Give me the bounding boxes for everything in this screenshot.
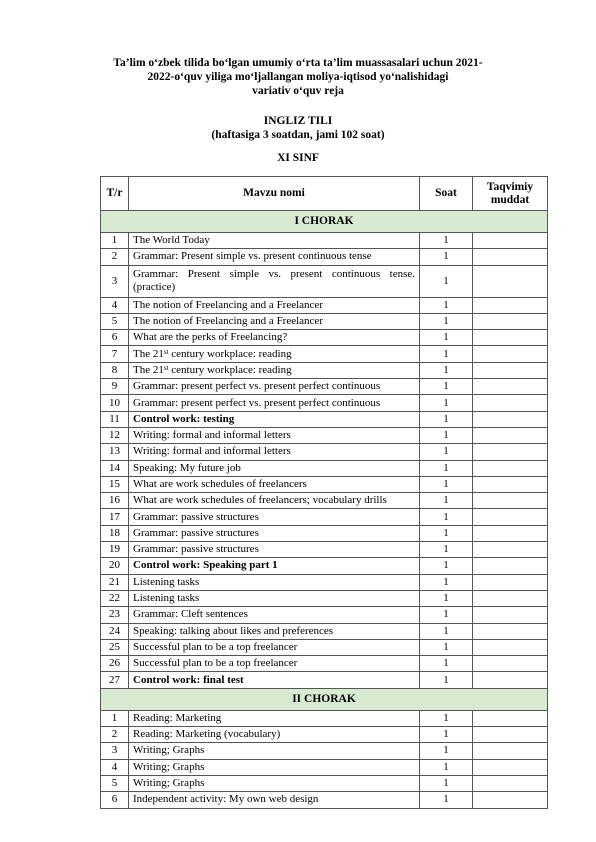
row-hours: 1 bbox=[420, 379, 473, 395]
row-date-cell bbox=[473, 656, 548, 672]
row-topic: Writing: formal and informal letters bbox=[129, 427, 420, 443]
row-topic bbox=[129, 346, 420, 362]
row-number: 1 bbox=[101, 710, 129, 726]
row-date-cell bbox=[473, 792, 548, 808]
row-topic: Reading: Marketing bbox=[129, 710, 420, 726]
row-number: 12 bbox=[101, 427, 129, 443]
row-number: 18 bbox=[101, 525, 129, 541]
topic-text: The 21 bbox=[133, 363, 164, 376]
row-date-cell bbox=[473, 743, 548, 759]
row-date-cell bbox=[473, 346, 548, 362]
row-topic: Reading: Marketing (vocabulary) bbox=[129, 727, 420, 743]
row-hours: 1 bbox=[420, 233, 473, 249]
row-number: 13 bbox=[101, 444, 129, 460]
row-date-cell bbox=[473, 249, 548, 265]
topic-text-rest: century workplace: reading bbox=[168, 347, 292, 360]
row-number: 22 bbox=[101, 590, 129, 606]
row-topic: Grammar: present perfect vs. present perfect continuous bbox=[129, 395, 420, 411]
row-hours: 1 bbox=[420, 775, 473, 791]
row-topic: Successful plan to be a top freelancer bbox=[129, 656, 420, 672]
document-title bbox=[0, 56, 596, 98]
table-row bbox=[101, 710, 548, 726]
grade-title: XI SINF bbox=[277, 152, 319, 164]
column-header-number: T/r bbox=[101, 177, 129, 211]
row-date-cell bbox=[473, 759, 548, 775]
row-number: 10 bbox=[101, 395, 129, 411]
row-hours: 1 bbox=[420, 727, 473, 743]
row-hours: 1 bbox=[420, 460, 473, 476]
row-topic: Independent activity: My own web design bbox=[129, 792, 420, 808]
row-date-cell bbox=[473, 362, 548, 378]
row-number: 15 bbox=[101, 476, 129, 492]
row-hours: 1 bbox=[420, 297, 473, 313]
row-date-cell bbox=[473, 233, 548, 249]
row-hours: 1 bbox=[420, 558, 473, 574]
row-hours: 1 bbox=[420, 639, 473, 655]
row-hours: 1 bbox=[420, 710, 473, 726]
row-date-cell bbox=[473, 775, 548, 791]
topic-superscript: st bbox=[163, 363, 169, 372]
row-date-cell bbox=[473, 411, 548, 427]
row-topic: Grammar: Present simple vs. present continuous tense bbox=[129, 249, 420, 265]
table-row bbox=[101, 313, 548, 329]
row-hours: 1 bbox=[420, 444, 473, 460]
row-date-cell bbox=[473, 710, 548, 726]
row-number: 6 bbox=[101, 792, 129, 808]
row-date-cell bbox=[473, 623, 548, 639]
row-date-cell bbox=[473, 460, 548, 476]
topic-superscript: st bbox=[163, 347, 169, 356]
section-row bbox=[101, 211, 548, 233]
row-topic: Writing; Graphs bbox=[129, 743, 420, 759]
table-body bbox=[101, 211, 548, 809]
row-number: 26 bbox=[101, 656, 129, 672]
row-topic: Grammar: present perfect vs. present perfect continuous bbox=[129, 379, 420, 395]
table-row bbox=[101, 379, 548, 395]
row-topic: Grammar: Present simple vs. present continuous tense. (practice) bbox=[129, 265, 420, 297]
row-topic: Listening tasks bbox=[129, 590, 420, 606]
table-row bbox=[101, 460, 548, 476]
table-row bbox=[101, 411, 548, 427]
row-hours: 1 bbox=[420, 542, 473, 558]
row-hours: 1 bbox=[420, 656, 473, 672]
row-date-cell bbox=[473, 672, 548, 688]
column-header-topic: Mavzu nomi bbox=[129, 177, 420, 211]
title-line-1: Ta’lim o‘zbek tilida bo‘lgan umumiy o‘rta ta’lim muassasalari uchun 2021- bbox=[113, 57, 483, 69]
row-number: 5 bbox=[101, 313, 129, 329]
topic-text: The 21 bbox=[133, 347, 164, 360]
title-line-3: variativ o‘quv reja bbox=[252, 85, 344, 97]
row-number: 17 bbox=[101, 509, 129, 525]
row-topic bbox=[129, 362, 420, 378]
row-topic: Successful plan to be a top freelancer bbox=[129, 639, 420, 655]
row-hours: 1 bbox=[420, 249, 473, 265]
row-number: 11 bbox=[101, 411, 129, 427]
row-topic: The notion of Freelancing and a Freelancer bbox=[129, 297, 420, 313]
title-line-2: 2022-o‘quv yiliga mo‘ljallangan moliya-iqtisod yo‘nalishidagi bbox=[147, 71, 449, 83]
row-number: 19 bbox=[101, 542, 129, 558]
row-number: 3 bbox=[101, 265, 129, 297]
row-hours: 1 bbox=[420, 792, 473, 808]
curriculum-table bbox=[100, 176, 548, 809]
row-hours: 1 bbox=[420, 346, 473, 362]
column-header-hours: Soat bbox=[420, 177, 473, 211]
row-topic: Grammar: Cleft sentences bbox=[129, 607, 420, 623]
row-hours: 1 bbox=[420, 476, 473, 492]
table-row bbox=[101, 233, 548, 249]
row-number: 2 bbox=[101, 249, 129, 265]
table-row bbox=[101, 395, 548, 411]
row-hours: 1 bbox=[420, 743, 473, 759]
row-hours: 1 bbox=[420, 574, 473, 590]
row-date-cell bbox=[473, 639, 548, 655]
subject-title: INGLIZ TILI bbox=[263, 115, 333, 127]
row-topic: Grammar: passive structures bbox=[129, 542, 420, 558]
table-row bbox=[101, 590, 548, 606]
row-hours: 1 bbox=[420, 427, 473, 443]
row-number: 21 bbox=[101, 574, 129, 590]
table-row bbox=[101, 623, 548, 639]
section-title: II CHORAK bbox=[101, 688, 548, 710]
row-topic: Control work: Speaking part 1 bbox=[129, 558, 420, 574]
row-date-cell bbox=[473, 607, 548, 623]
table-header-row bbox=[101, 177, 548, 211]
table-row bbox=[101, 558, 548, 574]
row-hours: 1 bbox=[420, 623, 473, 639]
row-topic: Speaking: talking about likes and preferences bbox=[129, 623, 420, 639]
row-hours: 1 bbox=[420, 362, 473, 378]
row-number: 24 bbox=[101, 623, 129, 639]
topic-text-rest: century workplace: reading bbox=[168, 363, 292, 376]
subject-block bbox=[0, 114, 596, 142]
row-hours: 1 bbox=[420, 411, 473, 427]
row-number: 20 bbox=[101, 558, 129, 574]
table-row bbox=[101, 727, 548, 743]
row-topic: Grammar: passive structures bbox=[129, 509, 420, 525]
column-header-date: Taqvimiy muddat bbox=[473, 177, 548, 211]
row-hours: 1 bbox=[420, 590, 473, 606]
row-topic: Writing; Graphs bbox=[129, 759, 420, 775]
table-row bbox=[101, 574, 548, 590]
row-hours: 1 bbox=[420, 607, 473, 623]
row-date-cell bbox=[473, 509, 548, 525]
row-number: 5 bbox=[101, 775, 129, 791]
row-number: 4 bbox=[101, 297, 129, 313]
table-row bbox=[101, 509, 548, 525]
row-date-cell bbox=[473, 395, 548, 411]
hours-note: (haftasiga 3 soatdan, jami 102 soat) bbox=[211, 129, 385, 141]
row-date-cell bbox=[473, 265, 548, 297]
row-hours: 1 bbox=[420, 330, 473, 346]
table-row bbox=[101, 656, 548, 672]
table-row bbox=[101, 607, 548, 623]
row-date-cell bbox=[473, 558, 548, 574]
table-row bbox=[101, 444, 548, 460]
row-number: 14 bbox=[101, 460, 129, 476]
row-date-cell bbox=[473, 727, 548, 743]
row-number: 23 bbox=[101, 607, 129, 623]
row-date-cell bbox=[473, 330, 548, 346]
row-hours: 1 bbox=[420, 759, 473, 775]
row-topic: Control work: testing bbox=[129, 411, 420, 427]
row-date-cell bbox=[473, 444, 548, 460]
row-number: 7 bbox=[101, 346, 129, 362]
table-row bbox=[101, 775, 548, 791]
table-row bbox=[101, 362, 548, 378]
table-row bbox=[101, 346, 548, 362]
row-date-cell bbox=[473, 476, 548, 492]
row-topic: The World Today bbox=[129, 233, 420, 249]
table-row bbox=[101, 792, 548, 808]
row-number: 8 bbox=[101, 362, 129, 378]
table-row bbox=[101, 525, 548, 541]
row-hours: 1 bbox=[420, 395, 473, 411]
row-topic: Listening tasks bbox=[129, 574, 420, 590]
row-number: 6 bbox=[101, 330, 129, 346]
row-date-cell bbox=[473, 590, 548, 606]
row-topic: Writing: formal and informal letters bbox=[129, 444, 420, 460]
row-number: 3 bbox=[101, 743, 129, 759]
row-topic: Control work: final test bbox=[129, 672, 420, 688]
table-row bbox=[101, 427, 548, 443]
row-date-cell bbox=[473, 542, 548, 558]
row-hours: 1 bbox=[420, 525, 473, 541]
row-topic: Speaking: My future job bbox=[129, 460, 420, 476]
table-row bbox=[101, 542, 548, 558]
row-number: 1 bbox=[101, 233, 129, 249]
table-row bbox=[101, 330, 548, 346]
row-number: 2 bbox=[101, 727, 129, 743]
table-row bbox=[101, 672, 548, 688]
row-date-cell bbox=[473, 379, 548, 395]
row-topic: The notion of Freelancing and a Freelancer bbox=[129, 313, 420, 329]
row-topic: Grammar: passive structures bbox=[129, 525, 420, 541]
row-date-cell bbox=[473, 574, 548, 590]
row-date-cell bbox=[473, 427, 548, 443]
table-row bbox=[101, 249, 548, 265]
row-number: 27 bbox=[101, 672, 129, 688]
row-date-cell bbox=[473, 313, 548, 329]
section-title: I CHORAK bbox=[101, 211, 548, 233]
section-row bbox=[101, 688, 548, 710]
table-row bbox=[101, 476, 548, 492]
row-hours: 1 bbox=[420, 313, 473, 329]
row-date-cell bbox=[473, 525, 548, 541]
row-topic: What are work schedules of freelancers; vocabulary drills bbox=[129, 493, 420, 509]
row-number: 16 bbox=[101, 493, 129, 509]
table-row bbox=[101, 639, 548, 655]
row-hours: 1 bbox=[420, 509, 473, 525]
table-row bbox=[101, 297, 548, 313]
row-hours: 1 bbox=[420, 493, 473, 509]
row-topic: Writing; Graphs bbox=[129, 775, 420, 791]
row-topic: What are work schedules of freelancers bbox=[129, 476, 420, 492]
table-row bbox=[101, 759, 548, 775]
table-row bbox=[101, 265, 548, 297]
row-hours: 1 bbox=[420, 265, 473, 297]
row-hours: 1 bbox=[420, 672, 473, 688]
row-number: 9 bbox=[101, 379, 129, 395]
row-number: 25 bbox=[101, 639, 129, 655]
row-date-cell bbox=[473, 297, 548, 313]
row-date-cell bbox=[473, 493, 548, 509]
row-topic: What are the perks of Freelancing? bbox=[129, 330, 420, 346]
table-row bbox=[101, 493, 548, 509]
row-number: 4 bbox=[101, 759, 129, 775]
table-row bbox=[101, 743, 548, 759]
